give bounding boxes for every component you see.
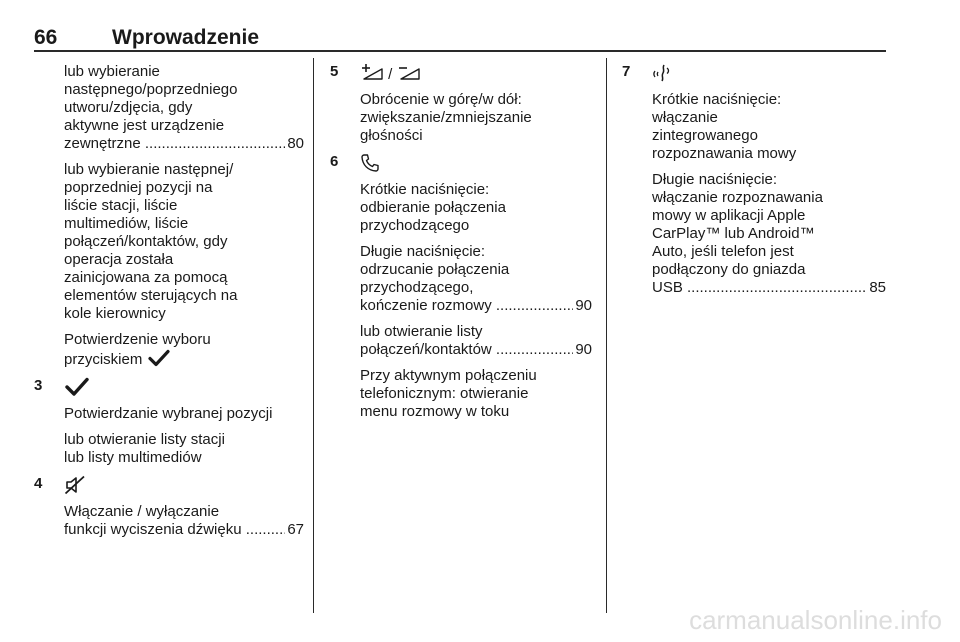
column-1 bbox=[34, 63, 304, 547]
item-number: 6 bbox=[330, 153, 339, 170]
entry-text: kończenie rozmowy ..... bbox=[360, 297, 573, 315]
text-line: odrzucanie połączenia bbox=[360, 261, 510, 278]
paragraph-confirm-selection bbox=[64, 331, 304, 369]
page-reference[interactable]: 67 bbox=[287, 521, 304, 538]
text-line: kole kierownicy bbox=[64, 305, 166, 322]
column-divider-1 bbox=[313, 58, 314, 613]
checkmark-icon bbox=[147, 349, 171, 367]
text-line-with-icon bbox=[64, 349, 304, 369]
checkmark-icon bbox=[64, 377, 90, 397]
item-4 bbox=[34, 475, 304, 539]
chapter-title: Wprowadzenie bbox=[112, 26, 260, 49]
text-line: połączeń/kontaktów, gdy bbox=[64, 233, 228, 250]
text-line: lub wybieranie następnej/ bbox=[64, 161, 234, 178]
item-3-description bbox=[64, 405, 304, 467]
voice-recognition-icon bbox=[652, 63, 672, 83]
header-rule bbox=[34, 50, 886, 52]
item-7 bbox=[622, 63, 886, 297]
entry-text: zewnętrzne ..... bbox=[64, 135, 285, 153]
text-line: Długie naciśnięcie: bbox=[360, 243, 486, 260]
entry-text: połączeń/kontaktów ..... bbox=[360, 341, 573, 359]
text-line: Obrócenie w górę/w dół: bbox=[360, 91, 522, 108]
text-line: Krótkie naciśnięcie: bbox=[360, 181, 490, 198]
item-number: 3 bbox=[34, 377, 43, 394]
text-line: mowy w aplikacji Apple bbox=[652, 207, 806, 224]
entry-text: USB ..... bbox=[652, 279, 867, 297]
text-line: poprzedniej pozycji na bbox=[64, 179, 213, 196]
entry-text: funkcji wyciszenia dźwięku ..... bbox=[64, 521, 285, 539]
text-line: lub otwieranie listy bbox=[360, 323, 483, 340]
text-line: CarPlay™ lub Android™ bbox=[652, 225, 815, 242]
item-6 bbox=[330, 153, 592, 421]
column-3 bbox=[622, 63, 886, 305]
volume-up-icon bbox=[360, 63, 384, 81]
text-line: lub otwieranie listy stacji bbox=[64, 431, 225, 448]
page-reference[interactable]: 85 bbox=[869, 279, 886, 296]
page-reference[interactable]: 90 bbox=[575, 297, 592, 314]
text-line: utworu/zdjęcia, gdy bbox=[64, 99, 193, 116]
text-line: włączanie rozpoznawania bbox=[652, 189, 823, 206]
text-line: liście stacji, liście bbox=[64, 197, 178, 214]
text-line: Potwierdzenie wyboru bbox=[64, 331, 211, 348]
page-reference-entry bbox=[360, 341, 592, 359]
item-number: 5 bbox=[330, 63, 339, 80]
text-line: lub listy multimediów bbox=[64, 449, 202, 466]
text-line: aktywne jest urządzenie bbox=[64, 117, 225, 134]
item-number: 7 bbox=[622, 63, 631, 80]
item-4-description bbox=[64, 503, 304, 539]
text-line: podłączony do gniazda bbox=[652, 261, 806, 278]
paragraph-next-prev-list bbox=[64, 161, 304, 323]
text-line: Potwierdzanie wybranej pozycji bbox=[64, 405, 273, 422]
page-reference[interactable]: 80 bbox=[287, 135, 304, 152]
text-line: przychodzącego, bbox=[360, 279, 474, 296]
text-line: elementów sterujących na bbox=[64, 287, 238, 304]
volume-down-icon bbox=[397, 63, 421, 81]
item-5 bbox=[330, 63, 592, 145]
volume-icons bbox=[360, 63, 421, 84]
header bbox=[34, 26, 886, 52]
text-line: włączanie bbox=[652, 109, 718, 126]
text-line: następnego/poprzedniego bbox=[64, 81, 238, 98]
mute-icon bbox=[64, 475, 86, 495]
text-line: przychodzącego bbox=[360, 217, 470, 234]
text-line: rozpoznawania mowy bbox=[652, 145, 797, 162]
column-divider-2 bbox=[606, 58, 607, 613]
item-5-description bbox=[360, 91, 592, 145]
text-line: Włączanie / wyłączanie bbox=[64, 503, 220, 520]
item-6-description bbox=[360, 181, 592, 421]
text-line: Długie naciśnięcie: bbox=[652, 171, 778, 188]
text-line: zintegrowanego bbox=[652, 127, 758, 144]
icon-separator: / bbox=[388, 66, 393, 83]
text-line: Auto, jeśli telefon jest bbox=[652, 243, 794, 260]
page-reference-entry bbox=[64, 135, 304, 153]
text-line: odbieranie połączenia bbox=[360, 199, 506, 216]
paragraph-next-prev-track bbox=[64, 63, 304, 153]
column-2 bbox=[330, 63, 592, 429]
page-reference[interactable]: 90 bbox=[575, 341, 592, 358]
item-3 bbox=[34, 377, 304, 467]
text-line: multimediów, liście bbox=[64, 215, 189, 232]
page-reference-entry bbox=[360, 297, 592, 315]
text-line: lub wybieranie bbox=[64, 63, 160, 80]
page-number: 66 bbox=[34, 26, 58, 49]
page-reference-entry bbox=[64, 521, 304, 539]
text-line: głośności bbox=[360, 127, 423, 144]
text-line: menu rozmowy w toku bbox=[360, 403, 510, 420]
text-line: telefonicznym: otwieranie bbox=[360, 385, 529, 402]
text-line: operacja została bbox=[64, 251, 174, 268]
watermark[interactable]: carmanualsonline.info bbox=[689, 605, 942, 635]
text-line: zainicjowana za pomocą bbox=[64, 269, 228, 286]
text-line: Przy aktywnym połączeniu bbox=[360, 367, 537, 384]
page-reference-entry bbox=[652, 279, 886, 297]
text-fragment: przyciskiem bbox=[64, 351, 143, 368]
item-number: 4 bbox=[34, 475, 43, 492]
item-7-description bbox=[652, 91, 886, 297]
phone-icon bbox=[360, 153, 380, 173]
text-line: zwiększanie/zmniejszanie bbox=[360, 109, 532, 126]
text-line: Krótkie naciśnięcie: bbox=[652, 91, 782, 108]
